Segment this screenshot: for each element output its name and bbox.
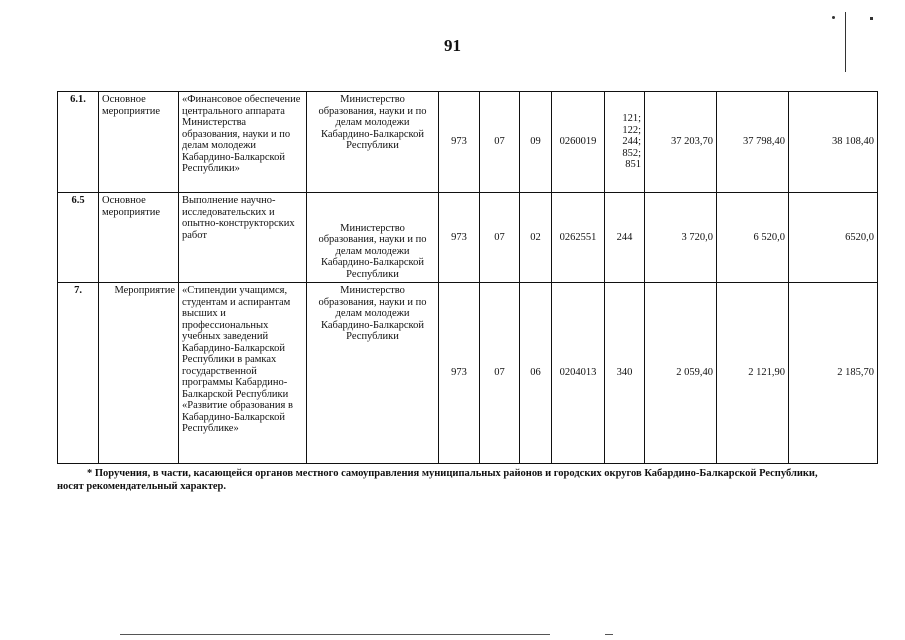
section-code: 07 [480, 283, 520, 464]
grbs-code: 973 [439, 283, 480, 464]
measure-name: «Стипендии учащимся, студентам и аспирантам высших и профессиональных учебных заведений Кабардино-Балкарской Республики в рамках государственной программы Кабардино-Балкарской Республики «Развитие образования в Кабардино-Балкарской Республике» [179, 283, 307, 464]
executor: Министерство образования, науки и по делам молодежи Кабардино-Балкарской Республики [307, 193, 439, 283]
table-row [58, 283, 878, 464]
target-article-code: 0262551 [552, 193, 605, 283]
expense-type-code: 340 [605, 283, 645, 464]
row-number: 6.1. [58, 92, 99, 193]
amount-year-3: 38 108,40 [789, 92, 878, 193]
footnote [57, 467, 877, 493]
budget-table [57, 91, 878, 464]
table-row [58, 92, 878, 193]
executor: Министерство образования, науки и по делам молодежи Кабардино-Балкарской Республики [307, 283, 439, 464]
measure-type: Основное мероприятие [99, 92, 179, 193]
page-number: 91 [444, 36, 461, 55]
amount-year-1: 2 059,40 [645, 283, 717, 464]
bottom-rule-fragment [605, 634, 613, 635]
amount-year-3: 6520,0 [789, 193, 878, 283]
scan-artifact-dot [870, 17, 873, 20]
scan-artifact-dot [832, 16, 835, 19]
measure-name: «Финансовое обеспечение центрального аппарата Министерства образования, науки и по делам молодежи Кабардино-Балкарской Республики» [179, 92, 307, 193]
amount-year-3: 2 185,70 [789, 283, 878, 464]
table-row [58, 193, 878, 283]
expense-type-code: 121; 122; 244; 852; 851 [605, 92, 645, 193]
subsection-code: 06 [520, 283, 552, 464]
row-number: 6.5 [58, 193, 99, 283]
footnote-line-2: носят рекомендательный характер. [57, 481, 227, 492]
subsection-code: 02 [520, 193, 552, 283]
amount-year-2: 6 520,0 [717, 193, 789, 283]
measure-type: Мероприятие [99, 283, 179, 464]
target-article-code: 0260019 [552, 92, 605, 193]
amount-year-1: 37 203,70 [645, 92, 717, 193]
bottom-rule [120, 634, 550, 635]
executor: Министерство образования, науки и по делам молодежи Кабардино-Балкарской Республики [307, 92, 439, 193]
expense-type-code: 244 [605, 193, 645, 283]
amount-year-2: 2 121,90 [717, 283, 789, 464]
section-code: 07 [480, 92, 520, 193]
footnote-line-1: * Поручения, в части, касающейся органов местного самоуправления муниципальных районов и городских округов Кабардино-Балкарской Республики, [87, 468, 818, 479]
row-number: 7. [58, 283, 99, 464]
grbs-code: 973 [439, 92, 480, 193]
amount-year-1: 3 720,0 [645, 193, 717, 283]
grbs-code: 973 [439, 193, 480, 283]
scan-artifact-line [845, 12, 846, 72]
amount-year-2: 37 798,40 [717, 92, 789, 193]
section-code: 07 [480, 193, 520, 283]
measure-name: Выполнение научно-исследовательских и опытно-конструкторских работ [179, 193, 307, 283]
subsection-code: 09 [520, 92, 552, 193]
measure-type: Основное мероприятие [99, 193, 179, 283]
target-article-code: 0204013 [552, 283, 605, 464]
